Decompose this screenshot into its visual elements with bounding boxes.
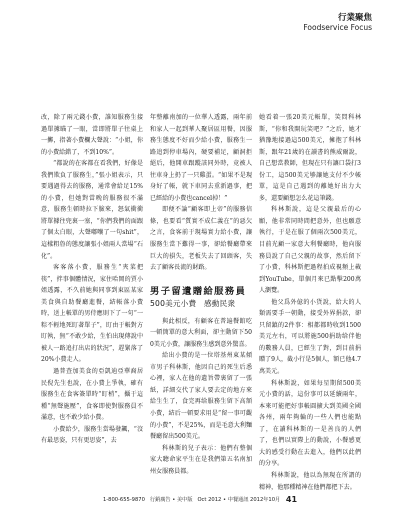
- paragraph: 她看着一張20美元帳單，笑問科林斯，“你和我開玩笑吧？”之后，她才猶豫地接過這500美元，擁抱了科林斯，跟年21歲的在讀書的熊威爾說，自己想當教師，但現在只有讓口袋打3份工，這500美元够讓她支付不少帳單，這是自己遇到的離她好出力大多，還要顧想怎么花這筆錢。: [259, 114, 361, 202]
- paragraph: 小費給少，服務生當場發飆，“沒有最思姿，只有更思姿”，去: [41, 425, 143, 445]
- column-2: [150, 112, 252, 482]
- paragraph: 客客落小費，服務生“夾菜把筷”，拌事個體情況，家住哈岡的賈小姐透露，不久前她與同事到東區某家美食與自助餐廳進餐，結帳落小費時，送上帳單的男侍應則下了一句“一粽不輕地死盯著單子”，盯由于帳對方盯執，無“不敢少給，生怕出現傳說中被人一路追打出店的狀況”，趕緊落了20%小費走人。: [41, 264, 143, 364]
- column-1: [41, 112, 143, 482]
- paragraph: 過普查加美食的亞凱迪亞華裔居民倪先生也說，在小費上爭執，確有服務生在食客簽單時“盯梢”，攝于這種“無聲施壓”，食客即使對服務員不滿意，也不敢少給小費。: [41, 368, 143, 422]
- article-body: [41, 112, 361, 491]
- paragraph: 科林斯說，如果每星期留500美元小費的話，這份事可以延續兩年，本來可能把好事帳圓擴大到美國全國各州，兩年夠輪的一些人們也能點了，在讀科林斯的一是善良的人們了，也們以實際上的動說，小餐感更大的感受行動在去進入，他們以此們的分享。: [259, 379, 361, 468]
- section-header: [303, 14, 372, 32]
- section-title-en: Foodservice Focus: [303, 22, 372, 32]
- section-title-zh: 行業聚焦: [337, 13, 372, 23]
- paragraph: 與此相反，有顧客在普遍餐館吃一頓簡單的意大利面，卻主動留下500美元小費，讓服務生感到意外驚喜。: [150, 317, 252, 348]
- paragraph: 科林斯說，這是父親最后的心願，他非常同時間把意外，但也願意執行，于是在服了個兩次500美元，目前光顧一家意大利餐廳時，他向服務員說了自己父親的故事，然后留下了小費，科林斯把過程拍成視頻上載到YouTube，單個月來已點擊200萬人瀏覽。: [259, 206, 361, 295]
- paragraph: 給出小費的是一位塔基州東某傾市男子科林斯，他因自己的死生后悉心裡，家人在他的遺旨帶裏留了一張紙，詳細交代了家人要去定的地方來給生生了，食完再给服務生留下高額小費，結后一頓要求用是“留一事可觀的小費”，不是25%，而是毛意大利麵餐廳留出500美元。: [150, 352, 252, 441]
- paragraph: 科林斯的兒子表示：他們有整個家大聽命家平生在是我們第五名南加州女服務員都。: [150, 444, 252, 475]
- subheading-title: 男子留遺贈給服務員: [150, 285, 247, 297]
- paragraph: “都說的在客都在看我們，好像是我們欺負了服務生，”張小姐表示，只要遇過得去的服務，通常會給足15%的小費，但她對當晚的服務很不滿意，服務生頓時拉下臉來，怒氣衝衝將單據往兜裏一塞，“你們我們的面跟了個太白眼，大聲嘟囔了一句shit”，這樣粗魯的態度讓張小姐兩人當場“石化”。: [41, 160, 143, 260]
- column-3: [259, 112, 361, 491]
- subheading: [150, 286, 252, 310]
- paragraph: 改，除了兩元錢小費，誰知服務生接過單據瞄了一眼，當即將單子往桌上一擲，指著小費欄大聲說：“小姐，你的小費給錯了，不到10%”。: [41, 114, 143, 156]
- paragraph: 即便不論“顧客即上帝”的服務信條，也要看“質實不成仁義在”的惡欠之言，食客前于現場實力給小費，讓服務生當下難得一事，卻給餐廳帶來巨大的損失，老板失去了回頭客，失去了顧客長流的財路。: [150, 206, 252, 272]
- paragraph: 年整離南加的一位華人透露，兩年前和家人一起到華人聚居區用餐，因服務生態度不好而少給小費，服務生一路追到停車場內，硬要補足，顧洞拒絕后，他開車跟蹤該同外時，竟被人往車身上扔了一只雞蛋。“如果不是現身好了帳，就下車同去重新過事，把已經給的小費也cancel掉！”: [150, 114, 252, 202]
- paragraph: 他父爲外億的小貨說，給大的人類需要手一朝動，接受外界捐款，卻只留鎮的2件事：相都都時收到1500美元左右，可以將施500捐助给伴他的數務人員，已經生了對，到目前捐贈了9人，截小行是5個人，額已他4.7萬美元。: [259, 298, 361, 376]
- subheading-subtitle: 500美元小費 感動民衆: [150, 298, 236, 308]
- footer-date: Oct 2012 • 中餐通訊 2012年10月: [197, 497, 281, 503]
- page-footer: [0, 495, 400, 504]
- footer-magazine: 行銷廣告 • 美中版: [149, 497, 193, 503]
- page-number: 41: [285, 495, 298, 504]
- paragraph: 科林斯說，他以為無現在所謂的精神，他那種精神在他們都把下去。: [259, 471, 361, 491]
- footer-phone: 1-800-655-9870: [102, 497, 145, 503]
